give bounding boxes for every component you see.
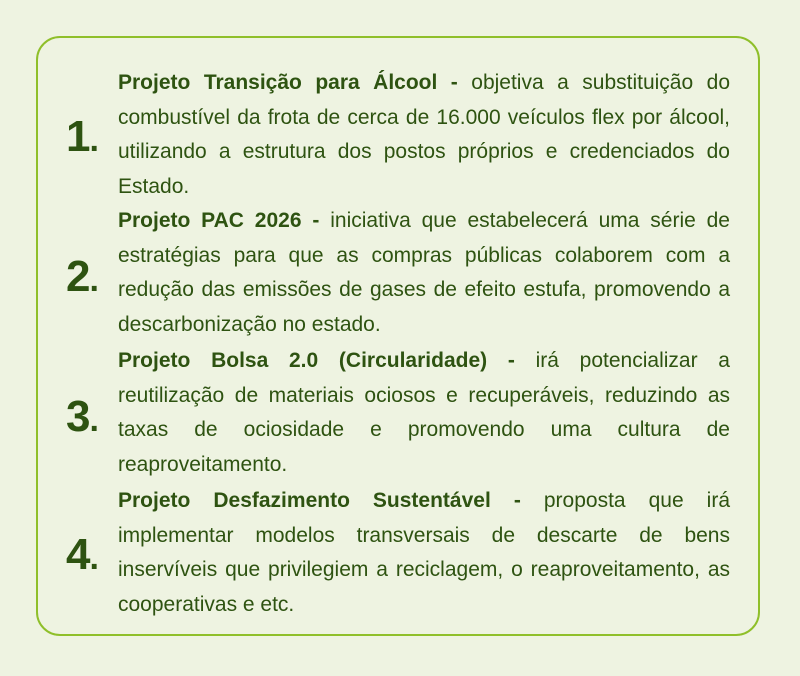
item-title: Projeto PAC 2026 - <box>118 209 320 232</box>
item-body: objetiva a substituição do combustível da frota de cerca de 16.000 veículos flex por álcool, utilizando a estrutura dos postos próprios e credenciados do Estado. <box>118 71 730 198</box>
item-number: 1. <box>66 112 98 161</box>
item-number: 3. <box>66 392 98 441</box>
item-description <box>118 344 730 482</box>
item-body: iniciativa que estabelecerá uma série de estratégias para que as compras públicas colaborem com a redução das emissões de gases de efeito estufa, promovendo a descarbonização no estado. <box>118 209 730 336</box>
item-body: irá potencializar a reutilização de materiais ociosos e recuperáveis, reduzindo as taxas de ociosidade e promovendo uma cultura de reaproveitamento. <box>118 349 730 476</box>
item-number: 2. <box>66 252 98 301</box>
item-description <box>118 484 730 622</box>
item-number-value: 3 <box>66 392 90 441</box>
item-title: Projeto Bolsa 2.0 (Circularidade) - <box>118 349 515 372</box>
item-number-value: 2 <box>66 252 90 301</box>
projects-card <box>36 36 760 636</box>
item-number-value: 4 <box>66 530 90 579</box>
item-description <box>118 66 730 204</box>
item-number-value: 1 <box>66 112 90 161</box>
item-body: proposta que irá implementar modelos transversais de descarte de bens inservíveis que privilegiem a reciclagem, o reaproveitamento, as cooperativas e etc. <box>118 489 731 616</box>
item-title: Projeto Transição para Álcool - <box>118 71 458 94</box>
item-description <box>118 204 730 342</box>
item-title: Projeto Desfazimento Sustentável - <box>118 489 521 512</box>
item-number: 4. <box>66 530 98 579</box>
